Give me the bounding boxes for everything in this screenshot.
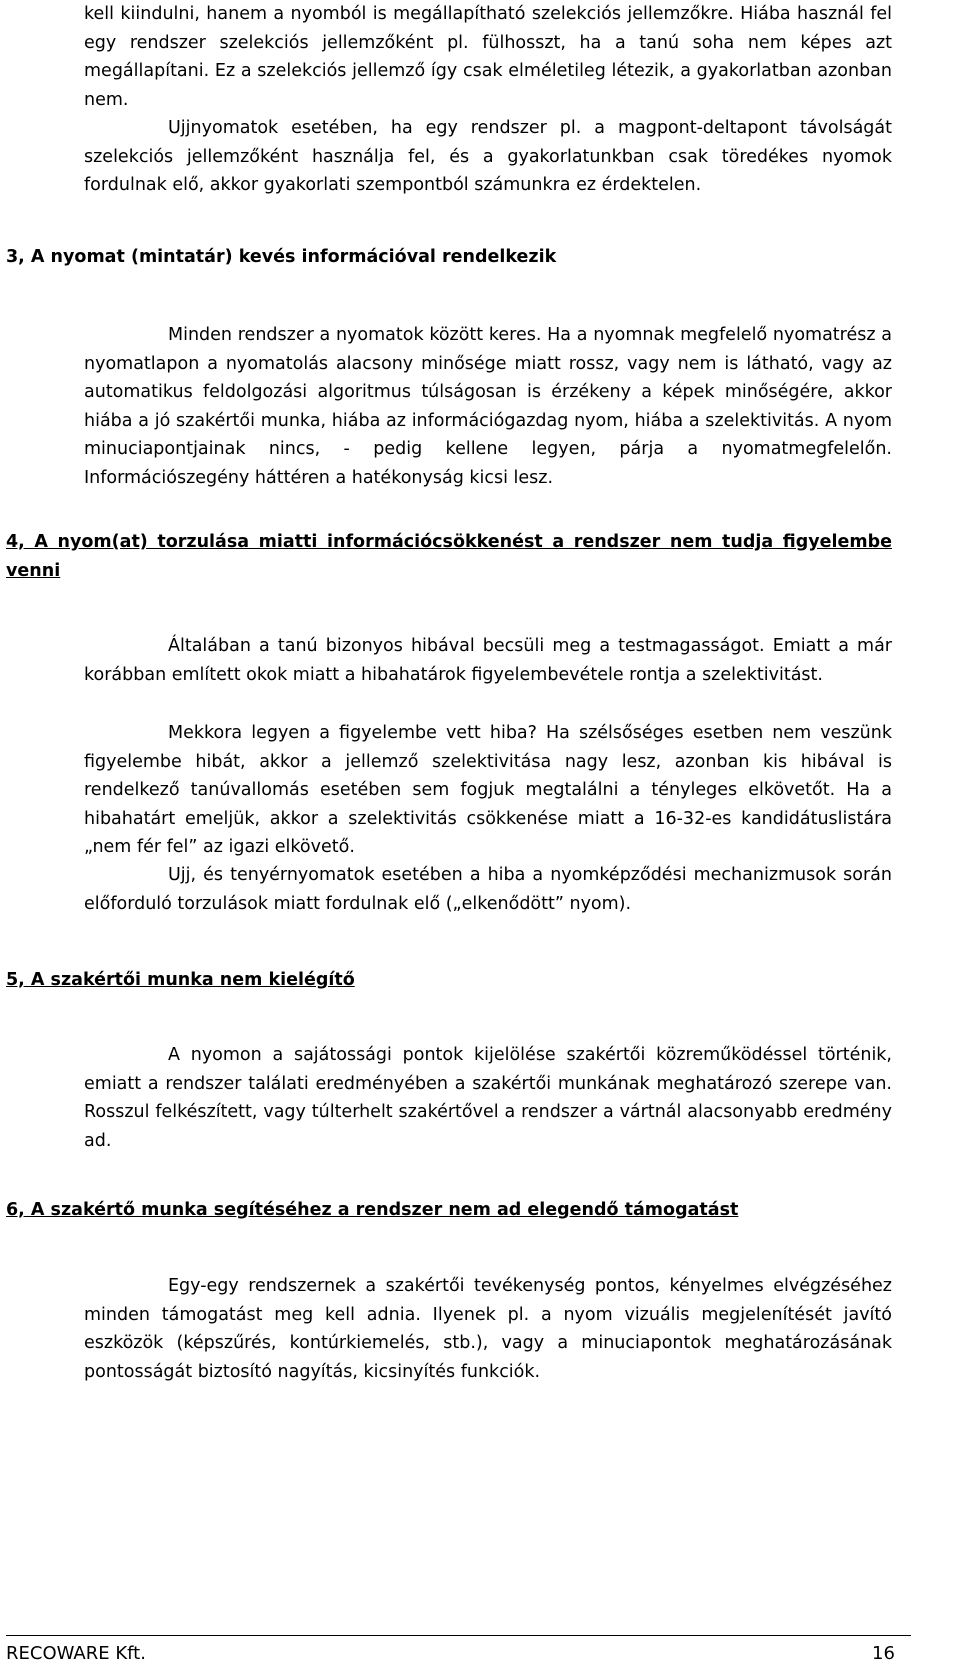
paragraph-ujj-tenyer: Ujj, és tenyérnyomatok esetében a hiba a nyomképződési mechanizmusok során előforduló torzulások miatt fordulnak elő („elkenődött” nyom). — [84, 865, 892, 914]
paragraph-continuation: kell kiindulni, hanem a nyomból is megállapítható szelekciós jellemzőkre. Hiába használ fel egy rendszer szelekciós jellemzőként pl. fülhosszt, ha a tanú soha nem képes azt megállapítani. Ez a szelekciós jellemző így csak elméletileg létezik, a gyakorlatban azonban nem. — [84, 4, 892, 110]
paragraph-minden-rendszer: Minden rendszer a nyomatok között keres. Ha a nyomnak megfelelő nyomatrész a nyomatlapon a nyomatolás alacsony minősége miatt rossz, vagy nem is látható, vagy az automatikus feldolgozási algoritmus túlságosan is érzékeny a képek minőségére, akkor hiába a jó szakértői munka, hiába az információgazdag nyom, hiába a szelektivitás. A nyom minuciapontjainak nincs, - pedig kellene legyen, párja a nyomatmegfelelőn. Információszegény háttéren a hatékonyság kicsi lesz. — [84, 325, 892, 488]
footer-page-number: 16 — [872, 1643, 895, 1664]
paragraph-nyomon: A nyomon a sajátossági pontok kijelölése szakértői közreműködéssel történik, emiatt a rendszer találati eredményében a szakértői munkának meghatározó szerepe van. Rosszul felkészített, vagy túlterhelt szakértővel a rendszer a vártnál alacsonyabb eredmény ad. — [84, 1045, 892, 1151]
footer-company: RECOWARE Kft. — [6, 1643, 146, 1664]
paragraph-mekkora: Mekkora legyen a figyelembe vett hiba? Ha szélsőséges esetben nem veszünk figyelembe hibát, akkor a jellemző szelektivitása nagy lesz, azonban kis hibával is rendelkező tanúvallomás esetében sem fogjuk megtalálni a tényleges elkövetőt. Ha a hibahatárt emeljük, akkor a szelektivitás csökkenése miatt a 16-32-es kandidátuslistára „nem fér fel” az igazi elkövető. — [84, 723, 892, 857]
footer-divider — [6, 1635, 911, 1636]
paragraph-altalaban: Általában a tanú bizonyos hibával becsüli meg a testmagasságot. Emiatt a már korábban említett okok miatt a hibahatárok figyelembevétele rontja a szelektivitást. — [84, 636, 892, 685]
heading-section-5: 5, A szakértői munka nem kielégítő — [6, 970, 355, 990]
heading-section-4: 4, A nyom(at) torzulása miatti információcsökkenést a rendszer nem tudja figyelembe venni — [6, 532, 892, 581]
paragraph-egy-egy: Egy-egy rendszernek a szakértői tevékenység pontos, kényelmes elvégzéséhez minden támogatást meg kell adnia. Ilyenek pl. a nyom vizuális megjelenítését javító eszközök (képszűrés, kontúrkiemelés, stb.), vagy a minuciapontok meghatározásának pontosságát biztosító nagyítás, kicsinyítés funkciók. — [84, 1276, 892, 1382]
paragraph-ujjnyomatok: Ujjnyomatok esetében, ha egy rendszer pl. a magpont-deltapont távolságát szelekciós jellemzőként használja fel, és a gyakorlatunkban csak töredékes nyomok fordulnak elő, akkor gyakorlati szempontból számunkra ez érdektelen. — [84, 118, 892, 195]
heading-section-3: 3, A nyomat (mintatár) kevés információval rendelkezik — [6, 247, 557, 267]
heading-section-6: 6, A szakértő munka segítéséhez a rendszer nem ad elegendő támogatást — [6, 1200, 739, 1220]
